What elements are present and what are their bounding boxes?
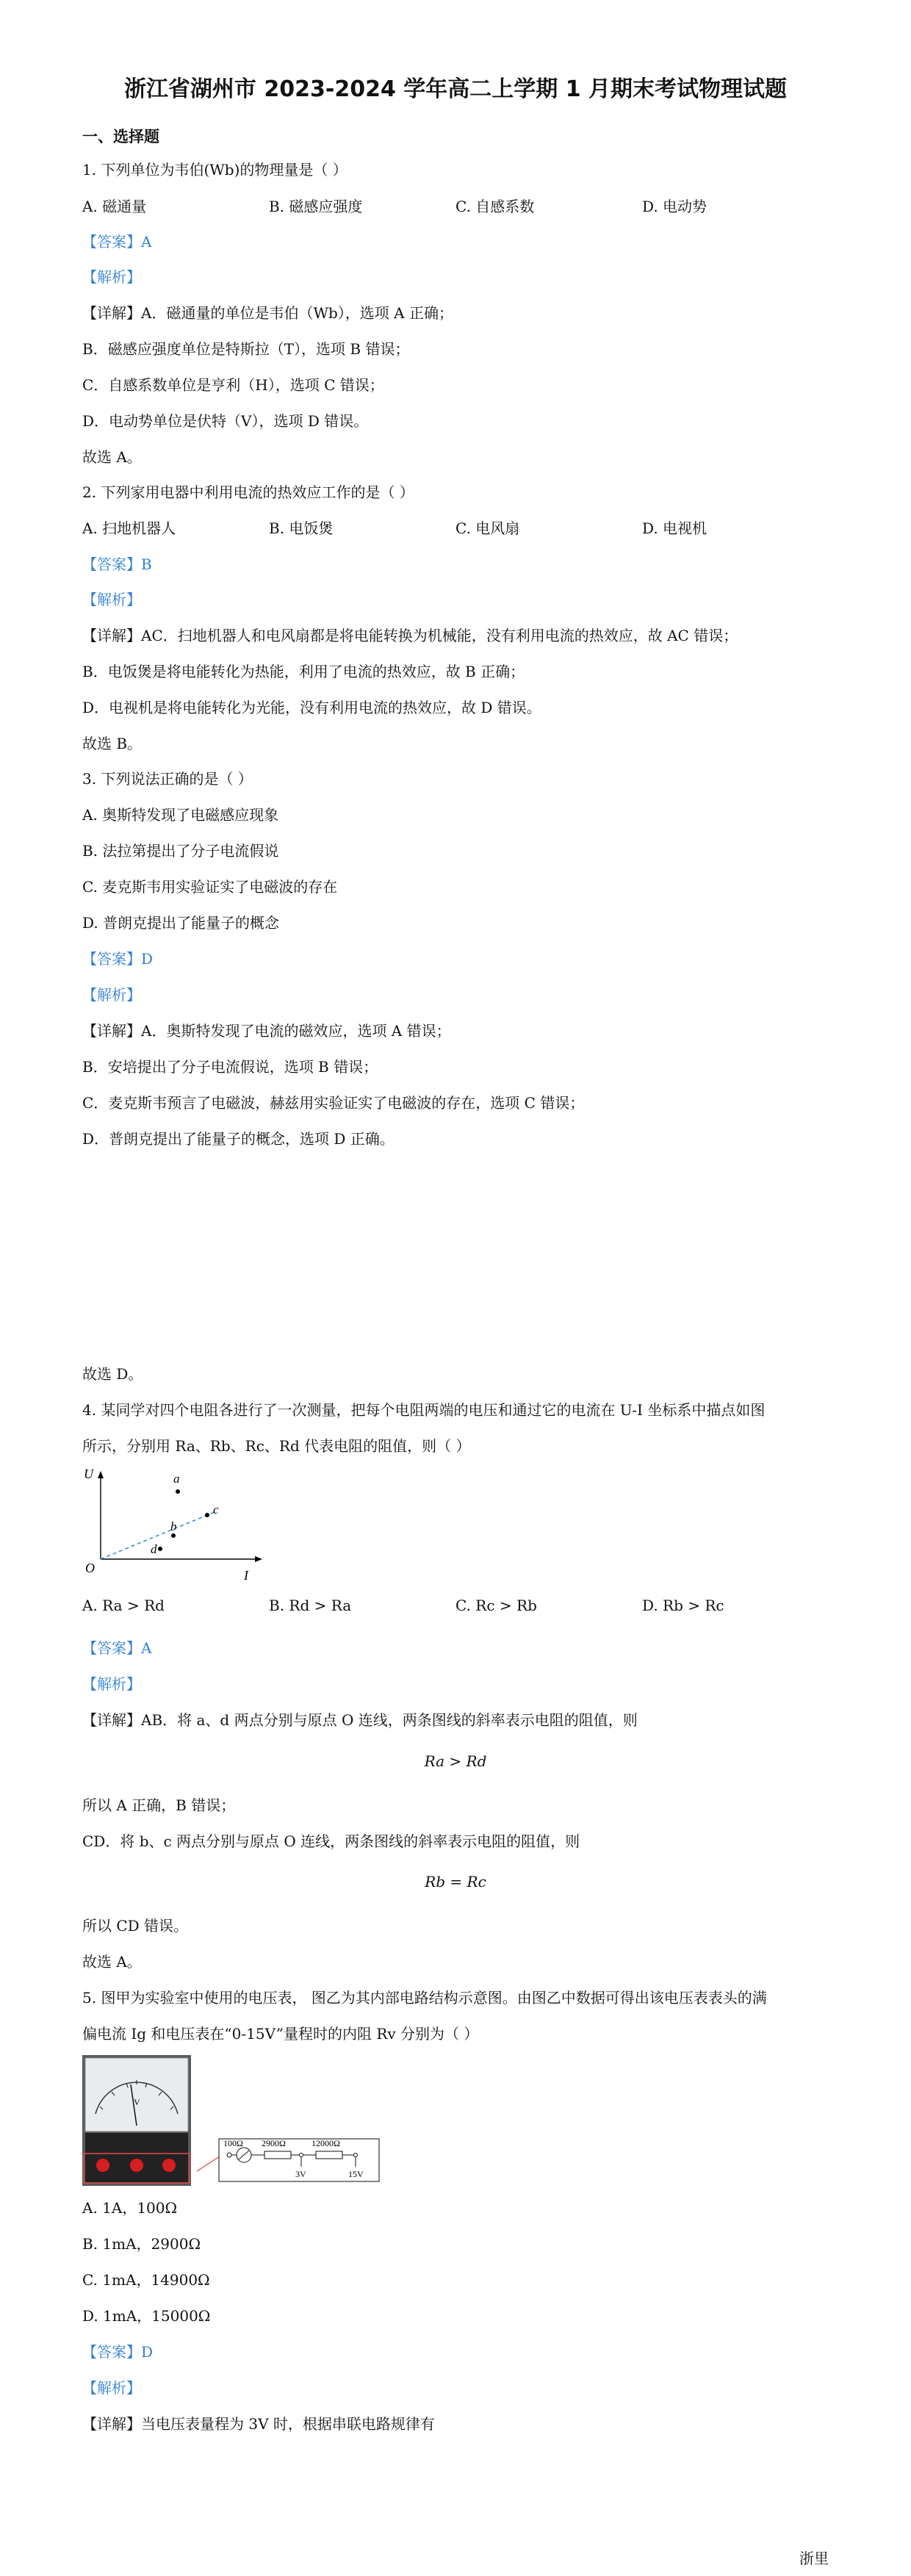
q1-conclusion: 故选 A。: [82, 448, 142, 466]
q4-option-c: C. Rc > Rb: [455, 1597, 537, 1614]
q4-stem-line-2: 所示，分别用 Ra、Rb、Rc、Rd 代表电阻的阻值，则（ ）: [82, 1437, 471, 1455]
q3-detail-1: 【详解】A．奥斯特发现了电流的磁效应，选项 A 错误；: [82, 1022, 451, 1040]
q2-stem: 2. 下列家用电器中利用电流的热效应工作的是（ ）: [82, 483, 414, 501]
q1-detail-1: 【详解】A．磁通量的单位是韦伯（Wb），选项 A 正确；: [82, 304, 453, 322]
q1-detail-2: B．磁感应强度单位是特斯拉（T），选项 B 错误；: [82, 340, 410, 358]
q5-option-a: A. 1A，100Ω: [82, 2199, 178, 2217]
section-heading: 一、选择题: [82, 128, 159, 145]
q5-option-b: B. 1mA，2900Ω: [82, 2235, 201, 2253]
q5-option-c: C. 1mA，14900Ω: [82, 2271, 210, 2289]
resistor-2900: [264, 2151, 291, 2159]
q2-option-a: A. 扫地机器人: [82, 519, 176, 537]
q2-option-d: D. 电视机: [642, 519, 707, 537]
q5-analysis-label: 【解析】: [82, 2379, 141, 2397]
q2-detail-1: 【详解】AC．扫地机器人和电风扇都是将电能转换为机械能，没有利用电流的热效应，故 AC 错误；: [82, 627, 738, 644]
q3-conclusion: 故选 D。: [82, 1365, 143, 1383]
q1-option-b: B. 磁感应强度: [269, 198, 363, 215]
q1-analysis-label: 【解析】: [82, 268, 141, 286]
resistor-100-label: 100Ω: [223, 2138, 243, 2148]
q2-conclusion: 故选 B。: [82, 735, 143, 752]
q3-option-a: A. 奥斯特发现了电磁感应现象: [82, 806, 279, 824]
q1-option-c: C. 自感系数: [455, 198, 535, 215]
q4-equation-1: Ra > Rd: [424, 1752, 487, 1770]
q2-option-c: C. 电风扇: [455, 519, 520, 537]
point-a: [176, 1489, 180, 1494]
q2-answer: 【答案】B: [82, 555, 152, 573]
q1-answer: 【答案】A: [82, 233, 152, 251]
tap-15v: [354, 2154, 358, 2157]
q4-option-d: D. Rb > Rc: [642, 1597, 724, 1614]
tap-3v: [300, 2154, 303, 2157]
q4-analysis-label: 【解析】: [82, 1675, 141, 1693]
point-d: [158, 1547, 162, 1551]
point-d-label: d: [151, 1542, 157, 1556]
point-b: [171, 1533, 176, 1538]
q1-option-d: D. 电动势: [642, 198, 707, 215]
q5-option-d: D. 1mA，15000Ω: [82, 2307, 211, 2325]
q1-detail-3: C．自感系数单位是亨利（H），选项 C 错误；: [82, 376, 384, 394]
circuit-terminal-start: [227, 2153, 231, 2157]
q4-detail-4: 所以 CD 错误。: [82, 1917, 189, 1935]
q5-answer: 【答案】D: [82, 2343, 154, 2361]
q2-analysis-label: 【解析】: [82, 591, 141, 608]
q4-conclusion: 故选 A。: [82, 1953, 142, 1971]
tap-3v-label: 3V: [295, 2169, 306, 2179]
dial-unit-label: V: [134, 2097, 140, 2107]
q2-detail-3: D．电视机是将电能转化为光能，没有利用电流的热效应，故 D 错误。: [82, 699, 541, 716]
q3-option-c: C. 麦克斯韦用实验证实了电磁波的存在: [82, 878, 338, 896]
meter-base: [85, 2133, 188, 2183]
q4-equation-2: Rb = Rc: [425, 1873, 486, 1890]
q4-option-a: A. Ra > Rd: [82, 1597, 165, 1614]
tap-15v-label: 15V: [348, 2169, 364, 2179]
resistor-12000-label: 12000Ω: [312, 2138, 340, 2148]
bc-slope-line: [101, 1512, 215, 1559]
q2-detail-2: B．电饭煲是将电能转化为热能，利用了电流的热效应，故 B 正确；: [82, 663, 525, 680]
terminal-negative: [96, 2159, 109, 2172]
q1-option-a: A. 磁通量: [82, 198, 147, 215]
q4-answer: 【答案】A: [82, 1639, 152, 1657]
point-c: [205, 1513, 209, 1517]
page-footer-mark: 浙里: [799, 2550, 829, 2567]
meter-face: [85, 2058, 188, 2131]
u-axis-label: U: [84, 1467, 93, 1481]
q5-detail-1: 【详解】当电压表量程为 3V 时，根据串联电路规律有: [82, 2415, 435, 2433]
q2-option-b: B. 电饭煲: [269, 519, 334, 537]
q3-detail-4: D．普朗克提出了能量子的概念，选项 D 正确。: [82, 1130, 395, 1148]
u-axis-arrow: [98, 1471, 104, 1478]
q4-detail-2: 所以 A 正确，B 错误；: [82, 1796, 236, 1814]
point-c-label: c: [213, 1503, 219, 1517]
voltmeter-circuit-diagram: [197, 2133, 382, 2186]
callout-line: [197, 2155, 222, 2171]
q3-stem: 3. 下列说法正确的是（ ）: [82, 770, 253, 788]
q3-option-b: B. 法拉第提出了分子电流假说: [82, 842, 279, 860]
q3-option-d: D. 普朗克提出了能量子的概念: [82, 914, 280, 932]
q4-detail-1: 【详解】AB．将 a、d 两点分别与原点 O 连线，两条图线的斜率表示电阻的阻值，则: [82, 1711, 638, 1729]
point-a-label: a: [173, 1472, 180, 1486]
q1-stem: 1. 下列单位为韦伯(Wb)的物理量是（ ）: [82, 161, 348, 179]
q3-analysis-label: 【解析】: [82, 986, 141, 1004]
terminal-3v: [130, 2159, 143, 2172]
q5-stem-line-2: 偏电流 Ig 和电压表在“0-15V”量程时的内阻 Rv 分别为（ ）: [82, 2025, 479, 2043]
voltmeter-photo: [82, 2055, 191, 2186]
q3-detail-2: B．安培提出了分子电流假说，选项 B 错误；: [82, 1058, 378, 1076]
resistor-12000: [316, 2151, 342, 2159]
q4-detail-3: CD．将 b、c 两点分别与原点 O 连线，两条图线的斜率表示电阻的阻值，则: [82, 1832, 580, 1850]
q5-stem-line-1: 5. 图甲为实验室中使用的电压表， 图乙为其内部电路结构示意图。由图乙中数据可得出该电压表表头的满: [82, 1989, 767, 2007]
q4-stem-line-1: 4. 某同学对四个电阻各进行了一次测量，把每个电阻两端的电压和通过它的电流在 U-I 坐标系中描点如图: [82, 1401, 766, 1419]
q4-option-b: B. Rd > Ra: [269, 1597, 352, 1614]
i-axis-arrow: [255, 1556, 262, 1562]
page-title: 浙江省湖州市 2023-2024 学年高二上学期 1 月期末考试物理试题: [123, 76, 788, 102]
point-b-label: b: [170, 1519, 177, 1533]
terminal-15v: [162, 2159, 176, 2172]
i-axis-label: I: [244, 1568, 248, 1583]
q3-detail-3: C．麦克斯韦预言了电磁波，赫兹用实验证实了电磁波的存在，选项 C 错误；: [82, 1094, 585, 1112]
q3-answer: 【答案】D: [82, 950, 154, 968]
resistor-2900-label: 2900Ω: [262, 2138, 286, 2148]
q4-ui-graph: [82, 1462, 273, 1587]
q1-detail-4: D．电动势单位是伏特（V），选项 D 错误。: [82, 412, 369, 430]
origin-label: O: [85, 1561, 95, 1575]
